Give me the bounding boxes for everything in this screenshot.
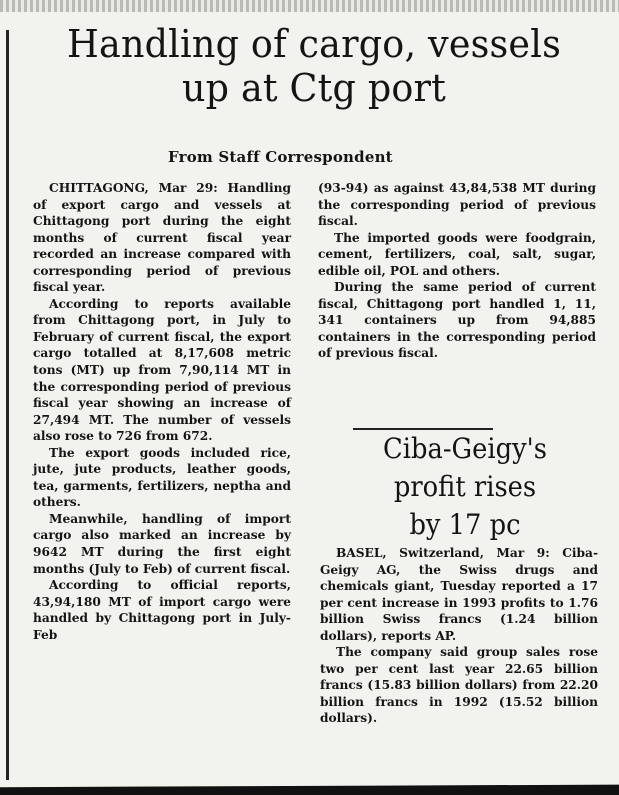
headline-line: by 17 pc	[409, 508, 521, 541]
paragraph: Meanwhile, handling of import cargo also marked an increase by 9642 MT during the first eight months (July to Feb) of current fiscal.	[33, 511, 291, 576]
paragraph: According to reports available from Chittagong port, in July to February of current fiscal, the export cargo totalled at 8,17,608 metric tons (MT) up from 7,90,114 MT in the corresponding period of previous fiscal year showing an increase of 27,494 MT. The number of vessels also rose to 726 from 672.	[33, 296, 291, 444]
article-headline	[26, 22, 602, 110]
headline-line: Ciba-Geigy's	[383, 432, 547, 465]
paragraph: The company said group sales rose two per cent last year 22.65 billion francs (15.83 billion dollars) from 22.20 billion francs in 1992 (15.52 billion dollars).	[320, 645, 598, 726]
paragraph: The imported goods were foodgrain, cement, fertilizers, coal, salt, sugar, edible oil, POL and others.	[318, 230, 596, 278]
next-article-fragment	[0, 782, 619, 795]
headline-line: up at Ctg port	[181, 66, 447, 110]
byline: From Staff Correspondent	[168, 148, 393, 166]
headline-line: profit rises	[393, 470, 537, 503]
article-column-2	[318, 180, 596, 362]
paragraph: During the same period of current fiscal, Chittagong port handled 1, 11, 341 containers up from 94,885 containers in the corresponding period of previous fiscal.	[318, 280, 596, 361]
previous-article-fragment	[0, 0, 619, 12]
article-column-1	[33, 180, 291, 643]
paragraph: BASEL, Switzerland, Mar 9: Ciba-Geigy AG, the Swiss drugs and chemicals giant, Tuesday reported a 17 per cent increase in 1993 profits to 1.76 billion Swiss francs (1.24 billion dollars), reports AP.	[320, 546, 598, 643]
paragraph: CHITTAGONG, Mar 29: Handling of export cargo and vessels at Chittagong port during the eight months of current fiscal year recorded an increase compared with corresponding period of previous fiscal year.	[33, 181, 291, 295]
paragraph: According to official reports, 43,94,180 MT of import cargo were handled by Chittagong port in July-Feb	[33, 578, 291, 642]
paragraph: The export goods included rice, jute, jute products, leather goods, tea, garments, fertilizers, neptha and others.	[33, 445, 291, 510]
column-rule	[6, 30, 9, 780]
headline-line: Handling of cargo, vessels	[66, 22, 561, 66]
paragraph: (93-94) as against 43,84,538 MT during the corresponding period of previous fiscal.	[318, 181, 596, 229]
brief-headline	[341, 430, 589, 544]
brief-body	[320, 545, 598, 727]
